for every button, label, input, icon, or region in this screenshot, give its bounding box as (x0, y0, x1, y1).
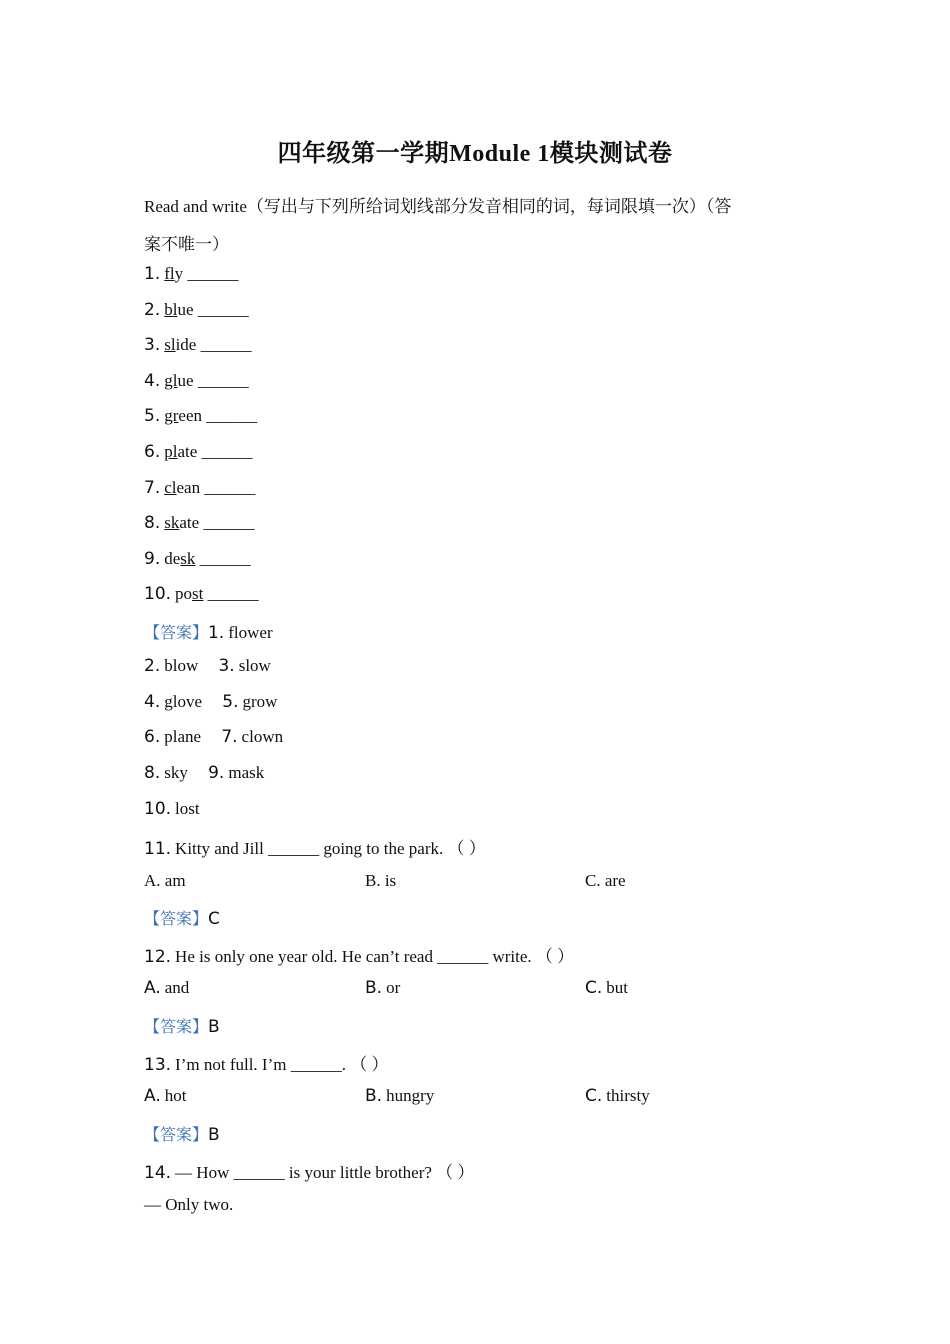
question-12: 12. He is only one year old. He can’t read ______ write. （ ） (144, 947, 575, 967)
q12-option-a: A. and (144, 978, 190, 998)
answer-blank: ______ (207, 584, 259, 603)
word-suffix: ate (179, 513, 200, 532)
underlined-letters: fl (164, 264, 175, 283)
item-number: 3. (144, 335, 161, 355)
q11-option-a: A. am (144, 871, 186, 890)
word-item (144, 478, 255, 498)
word-prefix: po (175, 584, 193, 603)
word-suffix: ue (177, 371, 194, 390)
word-suffix: ue (177, 300, 194, 319)
underlined-letters: st (192, 584, 204, 603)
answer-blank: ______ (199, 549, 251, 568)
answer-blank: ______ (187, 264, 239, 283)
word-item (144, 371, 249, 391)
answer-blank: ______ (203, 513, 255, 532)
q13-option-c: C. thirsty (585, 1086, 650, 1106)
q12-answer: 【答案】B (144, 1017, 220, 1037)
answer-row-4: 6. plane 7. clown (144, 727, 284, 747)
answer-row-5: 8. sky 9. mask (144, 763, 265, 783)
answer-blank: ______ (206, 406, 258, 425)
item-number: 1. (144, 264, 161, 284)
q12-option-b: B. or (365, 978, 401, 998)
answer-row-1: 【答案】1. flower (144, 623, 273, 643)
item-number: 6. (144, 442, 161, 462)
answer-row-3: 4. glove 5. grow (144, 692, 278, 712)
answer-blank: ______ (197, 371, 249, 390)
underlined-letters: bl (164, 300, 178, 319)
underlined-letters: sk (164, 513, 180, 532)
underlined-letters: sk (180, 549, 196, 568)
item-number: 5. (144, 406, 161, 426)
question-14: 14. — How ______ is your little brother? （ ） (144, 1163, 475, 1183)
underlined-letters: pl (164, 442, 178, 461)
item-number: 10. (144, 584, 172, 604)
answer-blank: ______ (201, 442, 253, 461)
q13-answer: 【答案】B (144, 1125, 220, 1145)
word-suffix: ate (177, 442, 198, 461)
word-prefix: de (164, 549, 181, 568)
question-11: 11. Kitty and Jill ______ going to the park. （ ） (144, 839, 486, 859)
item-number: 4. (144, 371, 161, 391)
answer-blank: ______ (200, 335, 252, 354)
item-number: 9. (144, 549, 161, 569)
q11-option-c: C. are (585, 871, 626, 890)
underlined-letters: gr (164, 406, 179, 425)
underlined-letters: sl (164, 335, 176, 354)
instructions-line-2: 案不唯一） (144, 235, 229, 254)
answer-row-6: 10. lost (144, 799, 200, 819)
answer-label: 【答案】 (144, 623, 209, 642)
answer-blank: ______ (197, 300, 249, 319)
word-item (144, 300, 249, 320)
word-item (144, 549, 251, 569)
instructions-line-1: Read and write（写出与下列所给词划线部分发音相同的词，每词限填一次）（答 (144, 197, 732, 216)
word-suffix: ean (176, 478, 201, 497)
word-item (144, 584, 259, 604)
word-suffix: een (178, 406, 202, 425)
question-13: 13. I’m not full. I’m ______. （ ） (144, 1055, 389, 1075)
word-suffix: y (174, 264, 184, 283)
word-item (144, 335, 252, 355)
answer-row-2: 2. blow 3. slow (144, 656, 271, 676)
q12-option-c: C. but (585, 978, 629, 998)
item-number: 2. (144, 300, 161, 320)
item-number: 8. (144, 513, 161, 533)
q11-answer: 【答案】C (144, 909, 220, 929)
q11-option-b: B. is (365, 871, 397, 890)
word-item (144, 442, 253, 462)
word-item (144, 264, 238, 284)
word-item (144, 513, 254, 533)
page-title: 四年级第一学期Module 1模块测试卷 (277, 141, 673, 167)
q14-reply: — Only two. (144, 1195, 234, 1214)
q13-option-b: B. hungry (365, 1086, 435, 1106)
underlined-letters: cl (164, 478, 177, 497)
answer-blank: ______ (204, 478, 256, 497)
word-suffix: ide (175, 335, 197, 354)
item-number: 7. (144, 478, 161, 498)
q13-option-a: A. hot (144, 1086, 187, 1106)
underlined-letters: gl (164, 371, 178, 390)
word-item (144, 406, 257, 426)
